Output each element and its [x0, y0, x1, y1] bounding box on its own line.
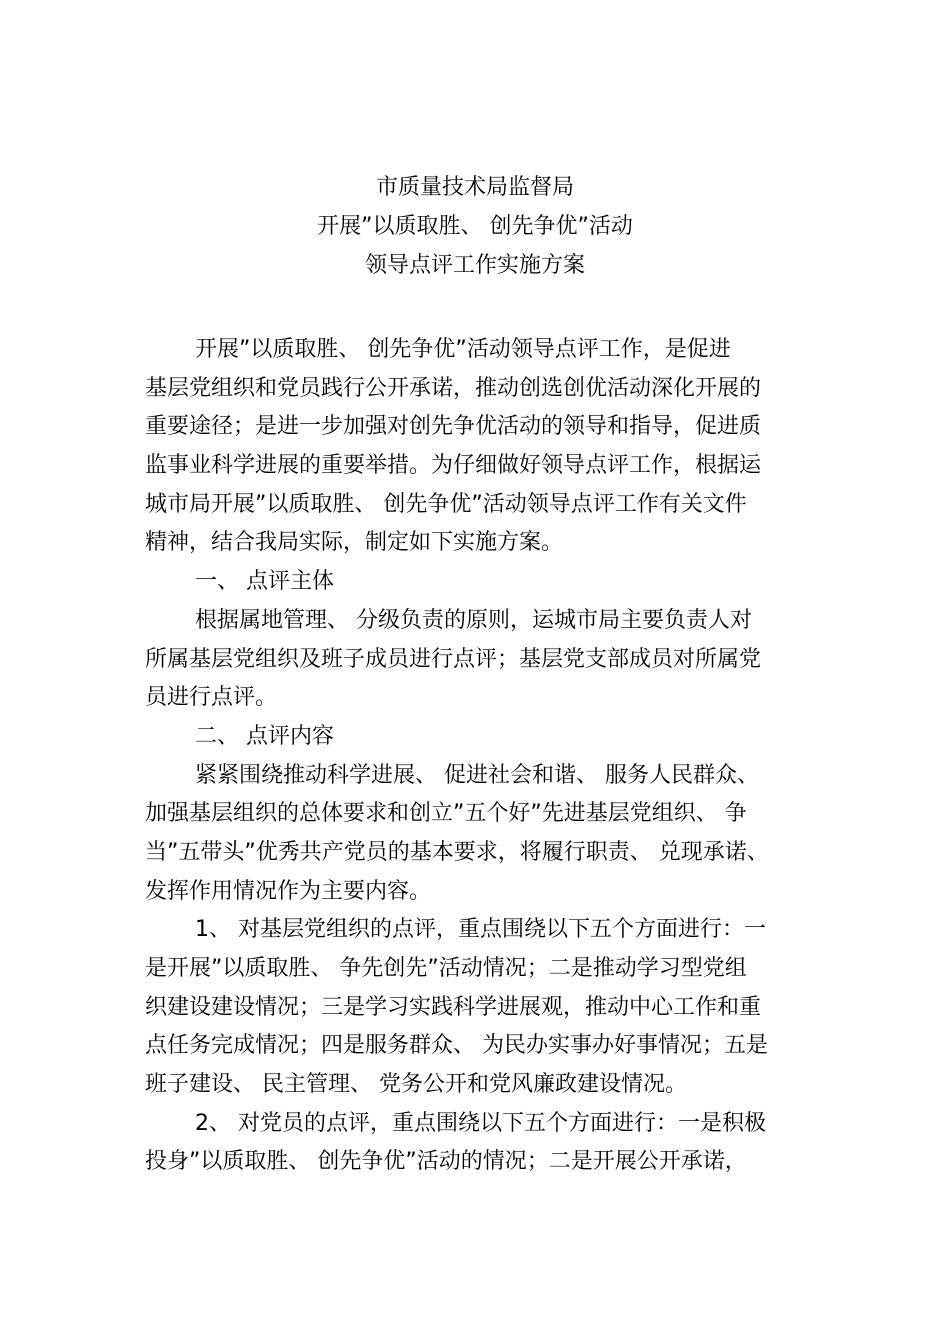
- body-line: 一、 点评主体: [195, 569, 334, 595]
- body-line: 加强基层组织的总体要求和创立”五个好”先进基层党组织、 争: [145, 801, 747, 827]
- body-line: 城市局开展”以质取胜、 创先争优”活动领导点评工作有关文件: [145, 491, 747, 517]
- body-line: 精神，结合我局实际，制定如下实施方案。: [145, 530, 564, 556]
- document-body: [145, 331, 825, 1182]
- body-line: 基层党组织和党员践行公开承诺，推动创选创优活动深化开展的: [145, 375, 762, 401]
- body-line: 监事业科学进展的重要举措。为仔细做好领导点评工作，根据运: [145, 453, 762, 479]
- body-line: 投身”以质取胜、 创先争优”活动的情况；二是开展公开承诺，: [145, 1149, 747, 1175]
- body-line: 1、 对基层党组织的点评，重点围绕以下五个方面进行：一: [195, 917, 766, 943]
- document-title: [0, 168, 950, 285]
- title-line-1: 市质量技术局监督局: [375, 175, 574, 200]
- body-line: 发挥作用情况作为主要内容。: [145, 878, 432, 904]
- title-line-2: 开展”以质取胜、 创先争优”活动: [317, 214, 633, 239]
- body-line: 班子建设、 民主管理、 党务公开和党风廉政建设情况。: [145, 1072, 687, 1098]
- body-line: 2、 对党员的点评，重点围绕以下五个方面进行：一是积极: [195, 1110, 766, 1136]
- body-line: 当”五带头”优秀共产党员的基本要求，将履行职责、 兑现承诺、: [145, 839, 769, 865]
- body-line: 员进行点评。: [145, 685, 278, 711]
- title-line-3: 领导点评工作实施方案: [364, 253, 585, 278]
- body-line: 根据属地管理、 分级负责的原则，运城市局主要负责人对: [195, 607, 752, 633]
- body-line: 织建设建设情况；三是学习实践科学进展观，推动中心工作和重: [145, 994, 762, 1020]
- body-line: 开展”以质取胜、 创先争优”活动领导点评工作，是促进: [195, 337, 731, 362]
- body-line: 所属基层党组织及班子成员进行点评；基层党支部成员对所属党: [145, 646, 762, 672]
- body-line: 紧紧围绕推动科学进展、 促进社会和谐、 服务人民群众、: [195, 762, 759, 788]
- body-line: 重要途径；是进一步加强对创先争优活动的领导和指导，促进质: [145, 414, 762, 440]
- body-line: 二、 点评内容: [195, 723, 334, 749]
- body-line: 点任务完成情况；四是服务群众、 为民办实事办好事情况；五是: [145, 1033, 768, 1059]
- body-line: 是开展”以质取胜、 争先创先”活动情况；二是推动学习型党组: [145, 956, 747, 981]
